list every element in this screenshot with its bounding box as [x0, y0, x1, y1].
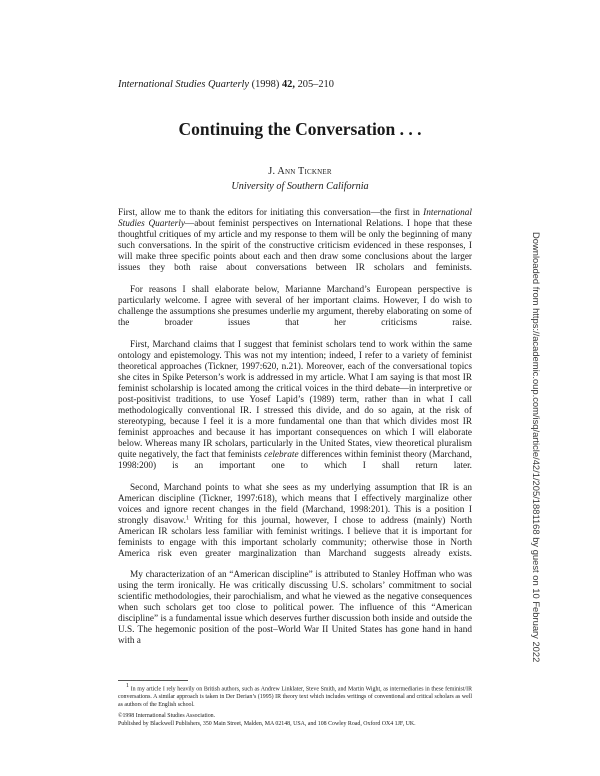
- paragraph-4-text-a: Second, Marchand points to what she sees as my underlying assumption that IR is an American discipline (Tickner, 1997:618), which means that I effectively marginalize other voices and ignore recent changes in the field (Marchand, 1998:201). This is a position I strongly disavow.: [118, 482, 472, 526]
- article-body: [118, 208, 472, 647]
- publisher-line: Published by Blackwell Publishers, 350 Main Street, Malden, MA 02148, USA, and 108 Cowley Road, Oxford OX4 1JF, UK.: [118, 721, 416, 728]
- paragraph-1: [118, 208, 472, 285]
- footnote-reference[interactable]: 1: [185, 515, 189, 522]
- copyright-block: [118, 712, 478, 729]
- journal-citation: [118, 79, 334, 90]
- journal-pages: 205–210: [297, 79, 334, 90]
- paragraph-4: [118, 483, 472, 571]
- paragraph-1-text-c: —about feminist perspectives on International Relations. I hope that these thoughtful critiques of my article and my response to them will be only the beginning of many such conversations. In the spirit of the constructive criticism evidenced in these responses, I will make three specific points about each and then draw some conclusions about the larger issues they both raise about conversations between IR scholars and feminists.: [118, 218, 473, 273]
- footnote-text: In my article I rely heavily on British authors, such as Andrew Linklater, Steve Smith, and Martin Wight, as intermediaries in these feminist/IR conversations. A similar approach is taken in Der Derian’s (1995) IR theory text which includes writings of conventional and critical scholars as well as authors of the English school.: [118, 686, 472, 708]
- journal-reference: International Studies Quarterly: [118, 208, 472, 229]
- paragraph-3: [118, 340, 472, 483]
- journal-volume: 42,: [281, 79, 295, 90]
- journal-year: (1998): [251, 79, 280, 90]
- footnote-mark: 1: [126, 683, 129, 689]
- copyright-line: ©1998 International Studies Association.: [118, 713, 216, 719]
- paragraph-5: My characterization of an “American discipline” is attributed to Stanley Hoffman who was using the term ironically. He was critically discussing U.S. scholars’ commitment to social scientific methodologies, their parochialism, and what he viewed as the negative consequences when such scholars get too close to political power. The influence of this “American discipline” is a fundamental issue which deserves further discussion both inside and outside the U.S. The hegemonic position of the post–World War II United States has gone hand in hand with a: [118, 570, 472, 647]
- download-watermark-text: Downloaded from https://academic.oup.com/isq/article/42/1/205/1881168 by guest on 10 February 2022: [531, 232, 542, 663]
- footnote: [118, 683, 472, 709]
- article-author: J. Ann Tickner: [268, 166, 332, 177]
- paragraph-3-text-c: differences within feminist theory (Marchand, 1998:200) is an important one to which I shall return later.: [118, 449, 472, 471]
- paragraph-3-text-a: First, Marchand claims that I suggest that feminist scholars tend to work within the same ontology and epistemology. This was not my intention; indeed, I refer to a variety of feminist theoretical approaches (Tickner, 1997:620, n.21). Moreover, each of the conversational topics she cites in Spike Peterson’s work is addressed in my article. What I am saying is that most IR feminist scholarship is located among the critical voices in the third debate—in interpretive or post-positivist traditions, to use Yosef Lapid’s (1989) term, rather than in what I call methodologically conventional IR. I stressed this divide, and do so again, at the risk of stereotyping, because I feel it is a more fundamental one than that which divides most IR feminist approaches and because it has important consequences on which I will elaborate below. Whereas many IR scholars, particularly in the United States, view theoretical pluralism quite negatively, the fact that feminists: [118, 339, 472, 460]
- article-title: Continuing the Conversation . . .: [178, 119, 422, 139]
- footnote-divider: [118, 680, 188, 681]
- paragraph-4-text-b: Writing for this journal, however, I chose to address (mainly) North American IR scholars less familiar with feminist writings. I believe that it is important for feminists to engage with this important scholarly community; otherwise those in North America risk even greater marginalization than Marchand suggests already exists.: [118, 515, 472, 559]
- paragraph-2: For reasons I shall elaborate below, Marianne Marchand’s European perspective is particularly welcome. I agree with several of her important claims. However, I do wish to challenge the assumptions she presumes underlie my argument, thereby elaborating on some of the broader issues that her criticisms raise.: [118, 284, 472, 328]
- paragraph-1-text-a: First, allow me to thank the editors for initiating this conversation—the first in: [118, 208, 424, 218]
- author-affiliation: University of Southern California: [231, 181, 369, 192]
- journal-name: International Studies Quarterly: [118, 79, 250, 90]
- emphasis-celebrate: celebrate: [264, 449, 299, 460]
- download-watermark: [531, 232, 549, 663]
- footnote-paragraph: [118, 683, 472, 709]
